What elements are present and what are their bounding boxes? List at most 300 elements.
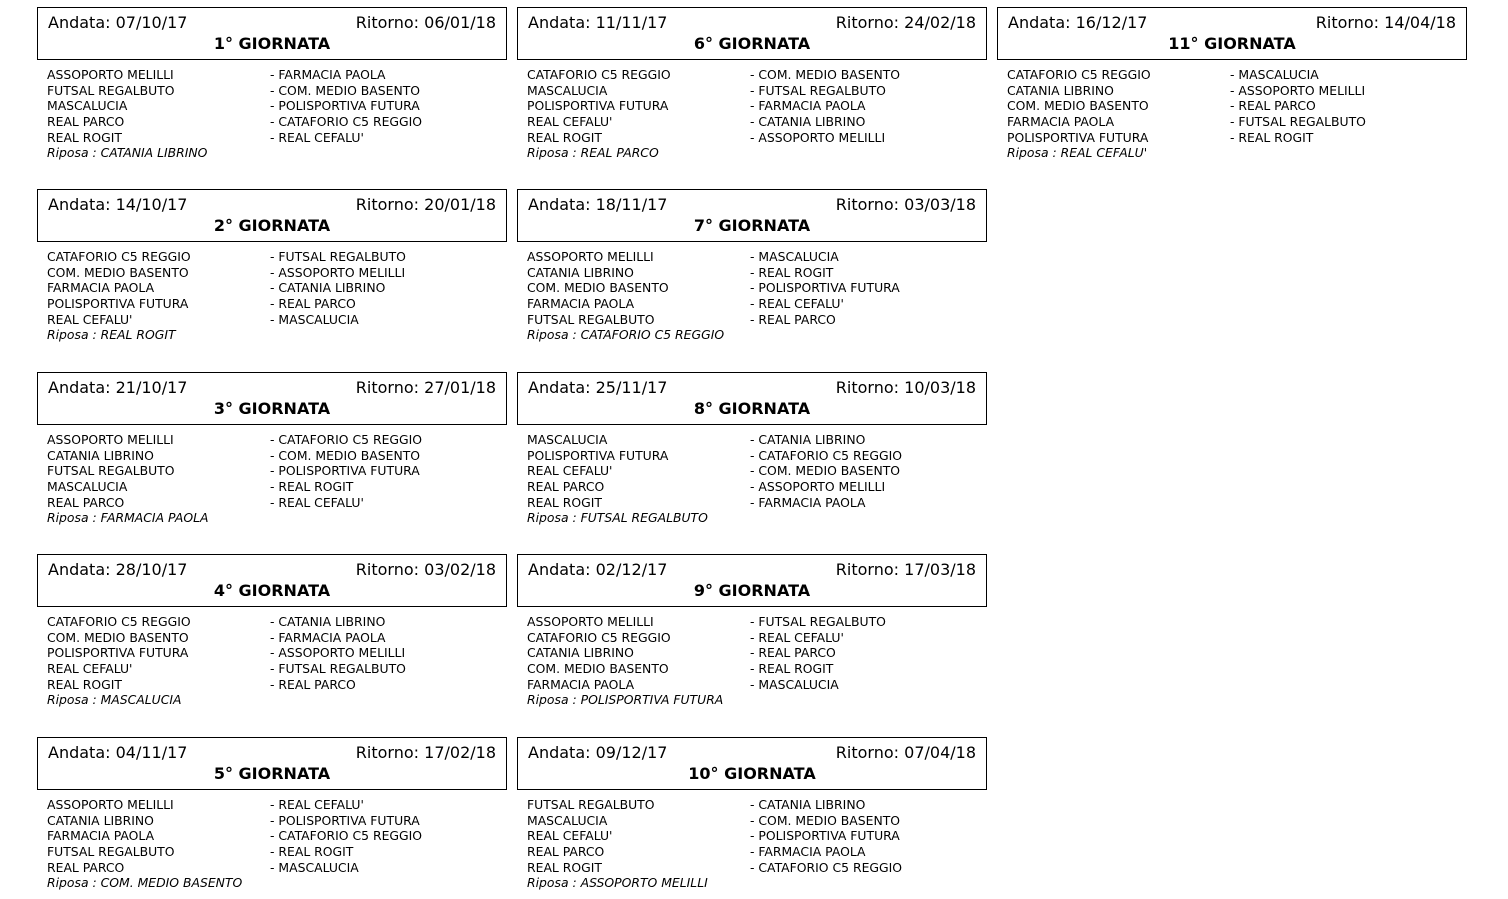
match-row xyxy=(517,860,987,876)
home-team: CATANIA LIBRINO xyxy=(47,812,154,828)
home-team: MASCALUCIA xyxy=(47,479,128,495)
home-team: POLISPORTIVA FUTURA xyxy=(1007,129,1149,145)
riposa-team: CATANIA LIBRINO xyxy=(100,145,208,161)
home-team: REAL PARCO xyxy=(47,494,125,510)
away-team: - REAL ROGIT xyxy=(1230,129,1314,145)
match-row xyxy=(997,83,1467,99)
ritorno-date xyxy=(836,743,976,762)
round-block xyxy=(37,189,507,343)
match-row xyxy=(37,265,507,281)
match-row xyxy=(37,312,507,328)
ritorno-date xyxy=(356,195,496,214)
home-team: REAL ROGIT xyxy=(47,676,122,692)
andata-label: Andata: xyxy=(48,13,111,32)
away-team: - CATANIA LIBRINO xyxy=(270,280,386,296)
match-row xyxy=(517,479,987,495)
away-team: - REAL CEFALU' xyxy=(270,797,364,812)
home-team: ASSOPORTO MELILLI xyxy=(47,797,174,812)
match-row xyxy=(517,828,987,844)
round-block xyxy=(37,372,507,526)
giornata-title: 7° GIORNATA xyxy=(693,216,811,235)
resting-team xyxy=(517,145,987,161)
away-team: - COM. MEDIO BASENTO xyxy=(750,812,901,828)
round-block xyxy=(997,7,1467,161)
round-header xyxy=(517,7,987,60)
giornata-title: 8° GIORNATA xyxy=(693,399,811,418)
andata-date xyxy=(528,13,667,32)
home-team: CATANIA LIBRINO xyxy=(527,645,634,661)
away-team: - REAL CEFALU' xyxy=(270,494,364,510)
giornata-title: 4° GIORNATA xyxy=(213,581,331,600)
ritorno-value: 03/02/18 xyxy=(424,560,496,579)
away-team: - FUTSAL REGALBUTO xyxy=(750,82,886,98)
match-row xyxy=(37,114,507,130)
ritorno-value: 07/04/18 xyxy=(904,743,976,762)
riposa-team: ASSOPORTO MELILLI xyxy=(580,875,708,891)
away-team: - ASSOPORTO MELILLI xyxy=(750,129,886,145)
ritorno-date xyxy=(356,743,496,762)
giornata-title: 5° GIORNATA xyxy=(213,764,331,783)
andata-date xyxy=(528,560,667,579)
giornata-title: 3° GIORNATA xyxy=(213,399,331,418)
ritorno-value: 20/01/18 xyxy=(424,195,496,214)
round-header xyxy=(997,7,1467,60)
away-team: - MASCALUCIA xyxy=(750,249,839,264)
resting-team xyxy=(517,875,987,891)
away-team: - ASSOPORTO MELILLI xyxy=(270,264,406,280)
match-row xyxy=(997,114,1467,130)
away-team: - CATAFORIO C5 REGGIO xyxy=(750,859,903,875)
match-list xyxy=(517,432,987,526)
match-list xyxy=(517,249,987,343)
match-row xyxy=(517,296,987,312)
home-team: ASSOPORTO MELILLI xyxy=(47,67,174,82)
home-team: ASSOPORTO MELILLI xyxy=(47,432,174,447)
home-team: FARMACIA PAOLA xyxy=(1007,114,1115,130)
away-team: - REAL PARCO xyxy=(750,645,836,661)
ritorno-date xyxy=(836,13,976,32)
home-team: REAL CEFALU' xyxy=(47,661,133,677)
andata-value: 07/10/17 xyxy=(115,13,188,32)
andata-value: 25/11/17 xyxy=(595,378,668,397)
match-list xyxy=(517,614,987,708)
ritorno-date xyxy=(356,13,496,32)
away-team: - REAL PARCO xyxy=(270,296,356,312)
away-team: - REAL ROGIT xyxy=(270,844,354,860)
away-team: - ASSOPORTO MELILLI xyxy=(1230,82,1366,98)
resting-team xyxy=(37,875,507,891)
home-team: CATANIA LIBRINO xyxy=(47,447,154,463)
match-row xyxy=(997,67,1467,83)
match-row xyxy=(37,67,507,83)
match-row xyxy=(37,463,507,479)
round-block xyxy=(517,737,987,891)
riposa-team: CATAFORIO C5 REGGIO xyxy=(580,327,725,343)
riposa-label: Riposa : xyxy=(527,145,581,161)
away-team: - MASCALUCIA xyxy=(1230,67,1319,82)
away-team: - CATANIA LIBRINO xyxy=(750,432,866,447)
home-team: FUTSAL REGALBUTO xyxy=(47,844,175,860)
match-row xyxy=(37,83,507,99)
riposa-team: COM. MEDIO BASENTO xyxy=(100,875,243,891)
riposa-team: REAL CEFALU' xyxy=(1060,145,1148,161)
away-team: - COM. MEDIO BASENTO xyxy=(750,67,901,82)
giornata-title: 6° GIORNATA xyxy=(693,34,811,53)
away-team: - FUTSAL REGALBUTO xyxy=(270,249,406,264)
home-team: COM. MEDIO BASENTO xyxy=(1007,98,1149,114)
match-row xyxy=(517,130,987,146)
home-team: POLISPORTIVA FUTURA xyxy=(527,98,669,114)
giornata-title: 10° GIORNATA xyxy=(688,764,816,783)
andata-date xyxy=(48,13,187,32)
ritorno-label: Ritorno: xyxy=(355,13,420,32)
ritorno-date xyxy=(1316,13,1456,32)
home-team: CATANIA LIBRINO xyxy=(1007,82,1114,98)
round-block xyxy=(517,372,987,526)
riposa-label: Riposa : xyxy=(47,692,101,708)
away-team: - POLISPORTIVA FUTURA xyxy=(270,463,420,479)
andata-label: Andata: xyxy=(48,743,111,762)
match-row xyxy=(517,677,987,693)
away-team: - REAL CEFALU' xyxy=(270,129,364,145)
andata-value: 02/12/17 xyxy=(595,560,668,579)
andata-value: 18/11/17 xyxy=(595,195,668,214)
ritorno-value: 17/03/18 xyxy=(904,560,976,579)
giornata-title: 1° GIORNATA xyxy=(213,34,331,53)
giornata-title: 2° GIORNATA xyxy=(213,216,331,235)
match-row xyxy=(37,296,507,312)
away-team: - POLISPORTIVA FUTURA xyxy=(270,98,420,114)
andata-value: 21/10/17 xyxy=(115,378,188,397)
ritorno-label: Ritorno: xyxy=(355,378,420,397)
away-team: - REAL PARCO xyxy=(270,676,356,692)
away-team: - FUTSAL REGALBUTO xyxy=(270,661,406,677)
match-row xyxy=(37,645,507,661)
match-row xyxy=(517,661,987,677)
round-block xyxy=(517,189,987,343)
match-row xyxy=(37,280,507,296)
andata-label: Andata: xyxy=(48,378,111,397)
andata-label: Andata: xyxy=(1008,13,1071,32)
ritorno-date xyxy=(356,378,496,397)
riposa-label: Riposa : xyxy=(527,692,581,708)
home-team: MASCALUCIA xyxy=(527,432,608,447)
match-list xyxy=(37,614,507,708)
away-team: - REAL ROGIT xyxy=(270,479,354,495)
riposa-label: Riposa : xyxy=(1007,145,1061,161)
away-team: - REAL PARCO xyxy=(1230,98,1316,114)
away-team: - FARMACIA PAOLA xyxy=(750,494,866,510)
andata-label: Andata: xyxy=(528,195,591,214)
home-team: MASCALUCIA xyxy=(527,82,608,98)
riposa-label: Riposa : xyxy=(527,875,581,891)
match-row xyxy=(517,67,987,83)
ritorno-value: 27/01/18 xyxy=(424,378,496,397)
away-team: - ASSOPORTO MELILLI xyxy=(750,479,886,495)
home-team: MASCALUCIA xyxy=(47,98,128,114)
resting-team xyxy=(517,510,987,526)
andata-date xyxy=(528,378,667,397)
home-team: FUTSAL REGALBUTO xyxy=(527,797,655,812)
round-header xyxy=(517,737,987,790)
riposa-team: POLISPORTIVA FUTURA xyxy=(580,692,724,708)
match-row xyxy=(37,677,507,693)
andata-label: Andata: xyxy=(48,195,111,214)
resting-team xyxy=(517,327,987,343)
ritorno-label: Ritorno: xyxy=(1315,13,1380,32)
away-team: - CATAFORIO C5 REGGIO xyxy=(270,828,423,844)
match-row xyxy=(997,130,1467,146)
resting-team xyxy=(37,327,507,343)
round-block xyxy=(517,7,987,161)
away-team: - FARMACIA PAOLA xyxy=(270,67,386,82)
home-team: POLISPORTIVA FUTURA xyxy=(527,447,669,463)
andata-label: Andata: xyxy=(528,560,591,579)
home-team: FARMACIA PAOLA xyxy=(47,280,155,296)
home-team: REAL CEFALU' xyxy=(527,463,613,479)
ritorno-value: 17/02/18 xyxy=(424,743,496,762)
home-team: CATAFORIO C5 REGGIO xyxy=(527,67,671,82)
away-team: - CATANIA LIBRINO xyxy=(750,797,866,812)
away-team: - FARMACIA PAOLA xyxy=(270,629,386,645)
match-row xyxy=(517,249,987,265)
away-team: - CATANIA LIBRINO xyxy=(270,614,386,629)
ritorno-label: Ritorno: xyxy=(355,560,420,579)
home-team: FUTSAL REGALBUTO xyxy=(47,82,175,98)
andata-value: 16/12/17 xyxy=(1075,13,1148,32)
away-team: - MASCALUCIA xyxy=(270,859,359,875)
round-header xyxy=(517,554,987,607)
home-team: REAL ROGIT xyxy=(527,494,602,510)
ritorno-label: Ritorno: xyxy=(835,743,900,762)
ritorno-date xyxy=(836,378,976,397)
match-list xyxy=(37,432,507,526)
match-row xyxy=(517,813,987,829)
away-team: - REAL CEFALU' xyxy=(750,629,844,645)
home-team: REAL PARCO xyxy=(527,479,605,495)
match-row xyxy=(37,860,507,876)
andata-date xyxy=(48,743,187,762)
away-team: - CATAFORIO C5 REGGIO xyxy=(270,432,423,447)
away-team: - CATAFORIO C5 REGGIO xyxy=(750,447,903,463)
riposa-team: FUTSAL REGALBUTO xyxy=(580,510,708,526)
home-team: REAL ROGIT xyxy=(527,129,602,145)
match-row xyxy=(37,630,507,646)
andata-label: Andata: xyxy=(528,13,591,32)
match-row xyxy=(517,265,987,281)
away-team: - ASSOPORTO MELILLI xyxy=(270,645,406,661)
match-row xyxy=(517,448,987,464)
match-row xyxy=(517,432,987,448)
riposa-label: Riposa : xyxy=(47,327,101,343)
home-team: REAL ROGIT xyxy=(47,129,122,145)
match-row xyxy=(517,645,987,661)
round-block xyxy=(37,554,507,708)
riposa-team: MASCALUCIA xyxy=(100,692,182,708)
resting-team xyxy=(37,145,507,161)
ritorno-label: Ritorno: xyxy=(835,560,900,579)
ritorno-label: Ritorno: xyxy=(355,743,420,762)
away-team: - POLISPORTIVA FUTURA xyxy=(750,828,900,844)
ritorno-label: Ritorno: xyxy=(355,195,420,214)
match-row xyxy=(517,114,987,130)
andata-value: 11/11/17 xyxy=(595,13,668,32)
riposa-label: Riposa : xyxy=(527,510,581,526)
match-row xyxy=(517,83,987,99)
home-team: CATAFORIO C5 REGGIO xyxy=(47,614,191,629)
ritorno-value: 24/02/18 xyxy=(904,13,976,32)
round-header xyxy=(37,554,507,607)
away-team: - FUTSAL REGALBUTO xyxy=(1230,114,1366,130)
round-block xyxy=(37,7,507,161)
away-team: - REAL ROGIT xyxy=(750,661,834,677)
home-team: CATAFORIO C5 REGGIO xyxy=(527,629,671,645)
match-row xyxy=(37,130,507,146)
ritorno-value: 06/01/18 xyxy=(424,13,496,32)
resting-team xyxy=(37,692,507,708)
match-row xyxy=(517,312,987,328)
andata-date xyxy=(48,560,187,579)
match-row xyxy=(37,661,507,677)
round-header xyxy=(37,7,507,60)
andata-date xyxy=(48,195,187,214)
away-team: - REAL PARCO xyxy=(750,311,836,327)
match-row xyxy=(517,98,987,114)
match-list xyxy=(37,249,507,343)
ritorno-date xyxy=(836,195,976,214)
home-team: CATAFORIO C5 REGGIO xyxy=(1007,67,1151,82)
andata-date xyxy=(1008,13,1147,32)
match-list xyxy=(517,797,987,891)
round-header xyxy=(517,372,987,425)
match-row xyxy=(37,797,507,813)
ritorno-label: Ritorno: xyxy=(835,195,900,214)
match-row xyxy=(517,463,987,479)
andata-date xyxy=(48,378,187,397)
riposa-label: Riposa : xyxy=(47,145,101,161)
match-list xyxy=(37,797,507,891)
home-team: ASSOPORTO MELILLI xyxy=(527,614,654,629)
home-team: COM. MEDIO BASENTO xyxy=(47,629,189,645)
match-row xyxy=(517,280,987,296)
andata-value: 28/10/17 xyxy=(115,560,188,579)
away-team: - COM. MEDIO BASENTO xyxy=(750,463,901,479)
andata-date xyxy=(528,195,667,214)
giornata-title: 11° GIORNATA xyxy=(1168,34,1296,53)
match-row xyxy=(517,630,987,646)
away-team: - CATANIA LIBRINO xyxy=(750,114,866,130)
home-team: FARMACIA PAOLA xyxy=(527,296,635,312)
round-header xyxy=(517,189,987,242)
andata-label: Andata: xyxy=(528,378,591,397)
away-team: - FARMACIA PAOLA xyxy=(750,98,866,114)
away-team: - POLISPORTIVA FUTURA xyxy=(750,280,900,296)
home-team: COM. MEDIO BASENTO xyxy=(527,280,669,296)
riposa-label: Riposa : xyxy=(47,875,101,891)
riposa-label: Riposa : xyxy=(47,510,101,526)
away-team: - CATAFORIO C5 REGGIO xyxy=(270,114,423,130)
away-team: - COM. MEDIO BASENTO xyxy=(270,82,421,98)
home-team: FUTSAL REGALBUTO xyxy=(47,463,175,479)
ritorno-date xyxy=(356,560,496,579)
away-team: - REAL CEFALU' xyxy=(750,296,844,312)
round-header xyxy=(37,189,507,242)
home-team: POLISPORTIVA FUTURA xyxy=(47,645,189,661)
home-team: POLISPORTIVA FUTURA xyxy=(47,296,189,312)
away-team: - FUTSAL REGALBUTO xyxy=(750,614,886,629)
resting-team xyxy=(997,145,1467,161)
home-team: REAL CEFALU' xyxy=(47,311,133,327)
away-team: - COM. MEDIO BASENTO xyxy=(270,447,421,463)
match-row xyxy=(37,844,507,860)
match-row xyxy=(517,495,987,511)
round-header xyxy=(37,737,507,790)
home-team: FUTSAL REGALBUTO xyxy=(527,311,655,327)
away-team: - MASCALUCIA xyxy=(750,676,839,692)
home-team: ASSOPORTO MELILLI xyxy=(527,249,654,264)
away-team: - FARMACIA PAOLA xyxy=(750,844,866,860)
andata-date xyxy=(528,743,667,762)
away-team: - MASCALUCIA xyxy=(270,311,359,327)
round-header xyxy=(37,372,507,425)
match-row xyxy=(517,844,987,860)
home-team: REAL CEFALU' xyxy=(527,114,613,130)
match-row xyxy=(997,98,1467,114)
match-row xyxy=(37,495,507,511)
home-team: REAL PARCO xyxy=(527,844,605,860)
ritorno-value: 03/03/18 xyxy=(904,195,976,214)
home-team: REAL CEFALU' xyxy=(527,828,613,844)
home-team: CATAFORIO C5 REGGIO xyxy=(47,249,191,264)
andata-label: Andata: xyxy=(528,743,591,762)
match-row xyxy=(37,98,507,114)
match-row xyxy=(37,479,507,495)
home-team: FARMACIA PAOLA xyxy=(527,676,635,692)
match-list xyxy=(997,67,1467,161)
match-row xyxy=(37,813,507,829)
match-row xyxy=(517,614,987,630)
giornata-title: 9° GIORNATA xyxy=(693,581,811,600)
andata-label: Andata: xyxy=(48,560,111,579)
home-team: REAL PARCO xyxy=(47,859,125,875)
match-row xyxy=(37,614,507,630)
andata-value: 14/10/17 xyxy=(115,195,188,214)
andata-value: 09/12/17 xyxy=(595,743,668,762)
match-row xyxy=(37,828,507,844)
ritorno-value: 14/04/18 xyxy=(1384,13,1456,32)
riposa-team: REAL ROGIT xyxy=(100,327,176,343)
away-team: - POLISPORTIVA FUTURA xyxy=(270,812,420,828)
round-block xyxy=(37,737,507,891)
home-team: COM. MEDIO BASENTO xyxy=(527,661,669,677)
match-row xyxy=(37,249,507,265)
away-team: - REAL ROGIT xyxy=(750,264,834,280)
ritorno-date xyxy=(836,560,976,579)
ritorno-label: Ritorno: xyxy=(835,378,900,397)
resting-team xyxy=(37,510,507,526)
riposa-team: REAL PARCO xyxy=(580,145,659,161)
home-team: REAL ROGIT xyxy=(527,859,602,875)
match-list xyxy=(37,67,507,161)
ritorno-value: 10/03/18 xyxy=(904,378,976,397)
match-row xyxy=(37,432,507,448)
home-team: REAL PARCO xyxy=(47,114,125,130)
round-block xyxy=(517,554,987,708)
match-list xyxy=(517,67,987,161)
riposa-team: FARMACIA PAOLA xyxy=(100,510,209,526)
match-row xyxy=(37,448,507,464)
ritorno-label: Ritorno: xyxy=(835,13,900,32)
